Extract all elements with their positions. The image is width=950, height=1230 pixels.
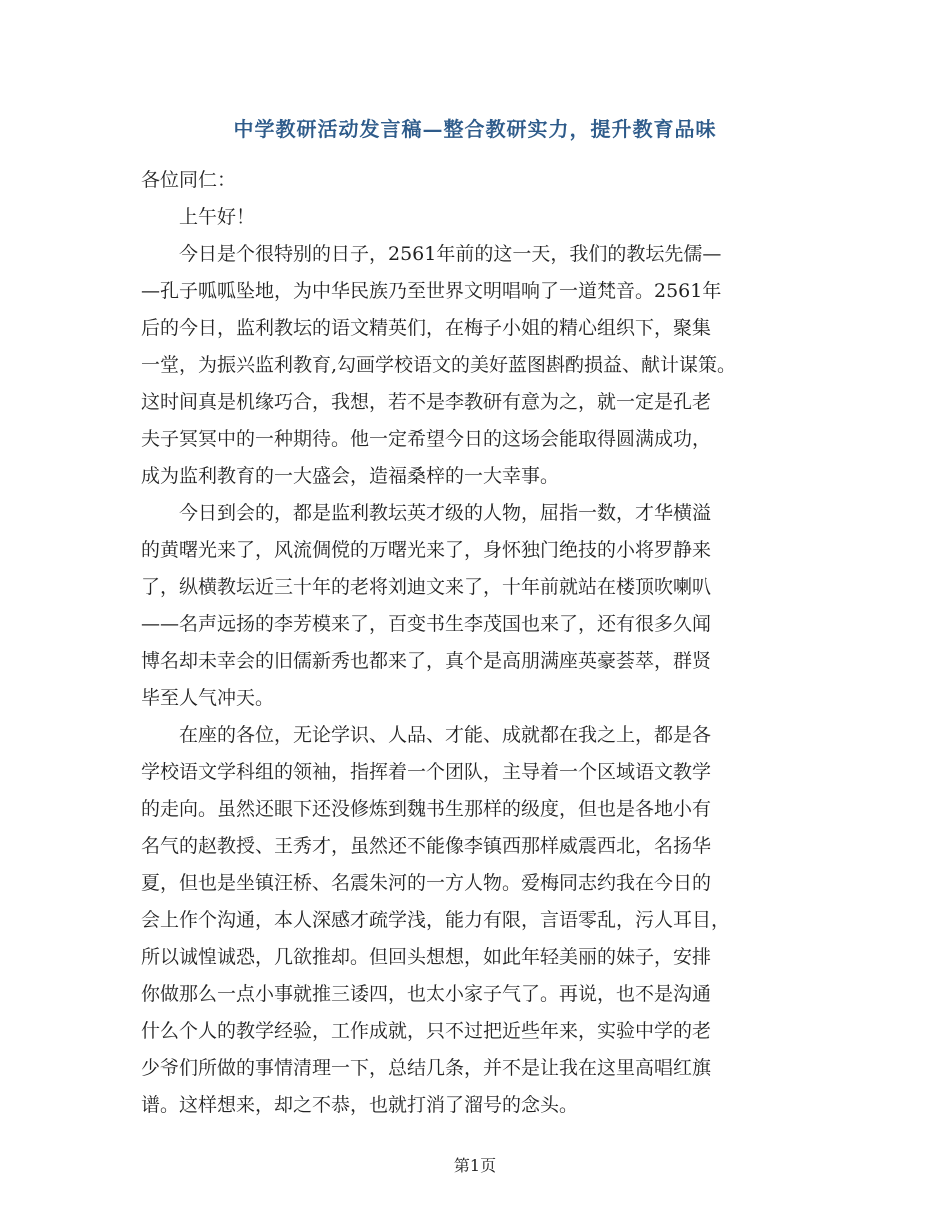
- text-line: 的黄曙光来了，风流倜傥的万曙光来了，身怀独门绝技的小将罗静来: [141, 539, 712, 561]
- text-line: 学校语文学科组的领袖，指挥着一个团队，主导着一个区域语文教学: [141, 761, 712, 783]
- text-line: 后的今日，监利教坛的语文精英们，在梅子小姐的精心组织下，聚集: [141, 317, 712, 339]
- text-line: 成为监利教育的一大盛会，造福桑梓的一大幸事。: [141, 465, 560, 487]
- text-line: 这时间真是机缘巧合，我想，若不是李教研有意为之，就一定是孔老: [141, 391, 712, 413]
- text-line: 所以诚惶诚恐，几欲推却。但回头想想，如此年轻美丽的妹子，安排: [141, 946, 712, 968]
- text-line: 上午好！: [141, 206, 256, 228]
- text-line: 你做那么一点小事就推三诿四，也太小家子气了。再说，也不是沟通: [141, 983, 712, 1005]
- text-line: 了，纵横教坛近三十年的老将刘迪文来了，十年前就站在楼顶吹喇叭: [141, 576, 712, 598]
- text-line: ——名声远扬的李芳模来了，百变书生李茂国也来了，还有很多久闻: [141, 613, 712, 635]
- document-title: 中学教研活动发言稿—整合教研实力，提升教育品味: [233, 117, 717, 141]
- text-line: 一堂，为振兴监利教育,勾画学校语文的美好蓝图斟酌损益、献计谋策。: [141, 354, 737, 376]
- text-line: 毕至人气冲天。: [141, 687, 275, 709]
- text-line: 夏，但也是坐镇汪桥、名震朱河的一方人物。爱梅同志约我在今日的: [141, 872, 712, 894]
- text-line: 的走向。虽然还眼下还没修炼到魏书生那样的级度，但也是各地小有: [141, 798, 712, 820]
- text-line: 什么个人的教学经验，工作成就，只不过把近些年来，实验中学的老: [141, 1020, 712, 1042]
- text-line: 各位同仁：: [141, 169, 237, 191]
- text-line: 夫子冥冥中的一种期待。他一定希望今日的这场会能取得圆满成功，: [141, 428, 712, 450]
- page-number: 第1页: [453, 1156, 497, 1175]
- text-line: 在座的各位，无论学识、人品、才能、成就都在我之上，都是各: [141, 724, 712, 746]
- document-body: [141, 162, 821, 1124]
- text-line: 今日是个很特别的日子，2561年前的这一天，我们的教坛先儒—: [141, 243, 722, 265]
- text-line: —孔子呱呱坠地，为中华民族乃至世界文明唱响了一道梵音。2561年: [141, 280, 722, 302]
- text-line: 会上作个沟通，本人深感才疏学浅，能力有限，言语零乱，污人耳目，: [141, 909, 731, 931]
- text-line: 博名却未幸会的旧儒新秀也都来了，真个是高朋满座英豪荟萃，群贤: [141, 650, 712, 672]
- text-line: 少爷们所做的事情清理一下，总结几条，并不是让我在这里高唱红旗: [141, 1057, 712, 1079]
- text-line: 谱。这样想来，却之不恭，也就打消了溜号的念头。: [141, 1094, 579, 1116]
- text-line: 今日到会的，都是监利教坛英才级的人物，屈指一数，才华横溢: [141, 502, 712, 524]
- text-line: 名气的赵教授、王秀才，虽然还不能像李镇西那样威震西北，名扬华: [141, 835, 712, 857]
